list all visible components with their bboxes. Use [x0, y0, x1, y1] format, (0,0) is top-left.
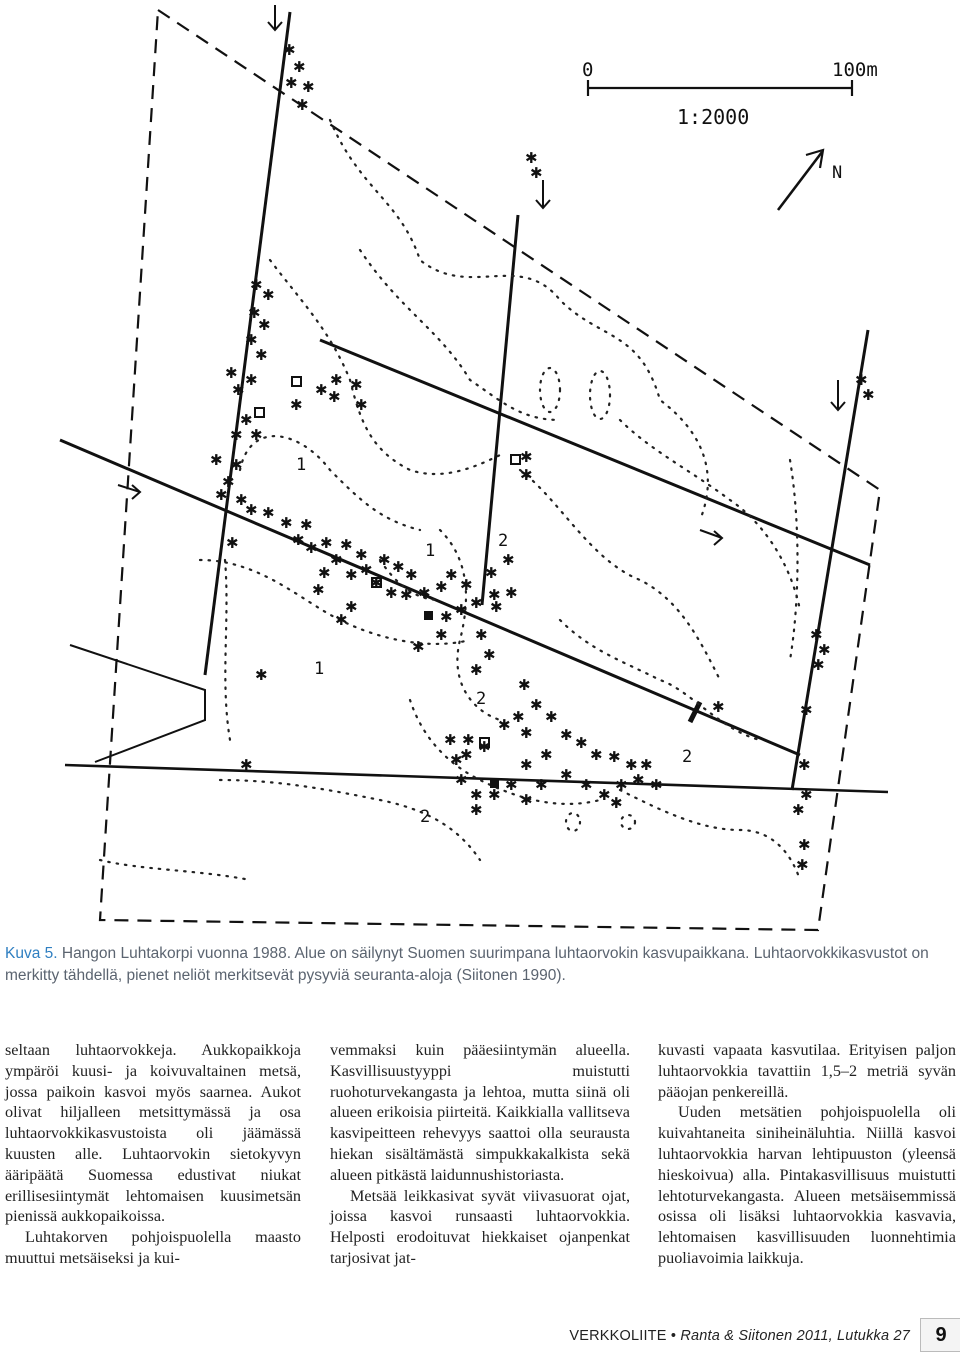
- ditch-left-bend: [70, 645, 205, 762]
- colony-star-icon: ✱: [580, 776, 593, 794]
- colony-star-icon: ✱: [340, 536, 353, 554]
- colony-star-icon: ✱: [460, 746, 473, 764]
- colony-star-icon: ✱: [520, 756, 533, 774]
- veg-patch-oval-1: [540, 368, 560, 412]
- colony-star-icon: ✱: [302, 78, 315, 96]
- colony-star-icon: ✱: [292, 531, 305, 549]
- colony-star-icon: ✱: [445, 566, 458, 584]
- text-column-3: [658, 1040, 956, 1269]
- colony-star-icon: ✱: [615, 776, 628, 794]
- colony-star-icon: ✱: [800, 701, 813, 719]
- veg-boundary-p: [790, 460, 798, 660]
- colony-star-icon: ✱: [560, 726, 573, 744]
- colony-star-icon: ✱: [520, 448, 533, 466]
- colony-star-icon: ✱: [370, 574, 383, 592]
- colony-star-icon: ✱: [240, 411, 253, 429]
- monitoring-plot-open: [292, 377, 301, 386]
- colony-star-icon: ✱: [400, 586, 413, 604]
- colony-star-icon: ✱: [862, 386, 875, 404]
- colony-star-icon: ✱: [296, 96, 309, 114]
- colony-star-icon: ✱: [345, 598, 358, 616]
- zone-label: 1: [314, 659, 325, 679]
- text-column-2: [330, 1040, 630, 1269]
- north-label: N: [832, 163, 843, 183]
- flow-arrow-icon: [536, 180, 550, 208]
- colony-star-icon: ✱: [435, 626, 448, 644]
- colony-star-icon: ✱: [222, 473, 235, 491]
- colony-star-icon: ✱: [240, 756, 253, 774]
- colony-star-icon: ✱: [525, 149, 538, 167]
- colony-star-icon: ✱: [798, 756, 811, 774]
- colony-star-icon: ✱: [488, 786, 501, 804]
- colony-star-icon: ✱: [455, 601, 468, 619]
- colony-star-icon: ✱: [350, 376, 363, 394]
- footer-citation: Ranta & Siitonen 2011, Lutukka 27: [680, 1328, 910, 1344]
- page-number: 9: [920, 1318, 960, 1352]
- colony-star-icon: ✱: [818, 641, 831, 659]
- colony-star-icon: ✱: [505, 776, 518, 794]
- text-column-1: [5, 1040, 301, 1269]
- veg-boundary-n: [225, 560, 230, 740]
- colony-star-icon: ✱: [518, 676, 531, 694]
- colony-star-icon: ✱: [632, 771, 645, 789]
- flow-arrow-icon: [700, 530, 722, 545]
- colony-star-icon: ✱: [245, 501, 258, 519]
- colony-star-icon: ✱: [490, 598, 503, 616]
- paragraph: vemmaksi kuin pääesiintymän alueella. Kasvillisuustyyppi muistutti ruohoturvekangasta ja lehtoa, mutta siinä oli alueen erikoisia piirteitä. Kaikkialla vallitseva kasvipeitteen rehevyys saattoi olla seurausta hiekan sisältämästä simpukkakalkista sekä alueen pitkästä laidunnushistoriasta.: [330, 1041, 630, 1184]
- colony-star-icon: ✱: [650, 776, 663, 794]
- colony-star-icon: ✱: [418, 584, 431, 602]
- colony-star-icon: ✱: [712, 698, 725, 716]
- colony-star-icon: ✱: [520, 466, 533, 484]
- colony-star-icon: ✱: [483, 646, 496, 664]
- colony-star-icon: ✱: [450, 751, 463, 769]
- colony-star-icon: ✱: [545, 708, 558, 726]
- colony-star-icon: ✱: [235, 491, 248, 509]
- colony-star-icon: ✱: [498, 716, 511, 734]
- colony-star-icon: ✱: [810, 626, 823, 644]
- flow-arrow-icon: [268, 5, 282, 30]
- colony-star-icon: ✱: [225, 364, 238, 382]
- colony-star-icon: ✱: [598, 786, 611, 804]
- colony-star-icon: ✱: [230, 456, 243, 474]
- colony-star-icon: ✱: [355, 396, 368, 414]
- colony-star-icon: ✱: [248, 304, 261, 322]
- colony-star-icon: ✱: [444, 731, 457, 749]
- colony-star-icon: ✱: [640, 756, 653, 774]
- paragraph: Luhtakorven pohjoispuolella maasto muuttui metsäiseksi ja kui-: [5, 1228, 301, 1267]
- colony-star-icon: ✱: [485, 564, 498, 582]
- veg-patch-oval-2: [590, 371, 610, 419]
- colony-star-icon: ✱: [560, 766, 573, 784]
- veg-patch-oval-4: [621, 815, 635, 829]
- colony-star-icon: ✱: [290, 396, 303, 414]
- colony-star-icon: ✱: [318, 564, 331, 582]
- zone-label: 2: [476, 689, 487, 709]
- colony-star-icon: ✱: [226, 534, 239, 552]
- colony-star-icon: ✱: [245, 371, 258, 389]
- colony-star-icon: ✱: [262, 504, 275, 522]
- colony-star-icon: ✱: [530, 696, 543, 714]
- colony-star-icon: ✱: [230, 426, 243, 444]
- colony-star-icon: ✱: [478, 738, 491, 756]
- colony-star-icon: ✱: [796, 856, 809, 874]
- footer-series: VERKKOLIITE: [569, 1328, 667, 1344]
- colony-star-icon: ✱: [475, 626, 488, 644]
- colony-star-icon: ✱: [262, 286, 275, 304]
- colony-star-icon: ✱: [540, 746, 553, 764]
- colony-star-icon: ✱: [315, 381, 328, 399]
- colony-star-icon: ✱: [280, 514, 293, 532]
- colony-star-icon: ✱: [502, 551, 515, 569]
- footer-bullet: •: [666, 1328, 681, 1344]
- veg-boundary-h: [620, 420, 800, 610]
- colony-star-icon: ✱: [335, 611, 348, 629]
- paragraph: kuvasti vapaata kasvutilaa. Erityisen paljon luhtaorvokkia tavattiin 1,5–2 metriä syvän pääojan penkereillä.: [658, 1041, 956, 1101]
- colony-star-icon: ✱: [470, 594, 483, 612]
- zone-label: 2: [498, 531, 509, 551]
- colony-star-icon: ✱: [210, 451, 223, 469]
- colony-star-icon: ✱: [360, 561, 373, 579]
- monitoring-plot-open: [511, 455, 520, 464]
- colony-star-icon: ✱: [435, 578, 448, 596]
- colony-star-icon: ✱: [293, 58, 306, 76]
- colony-star-icon: ✱: [392, 558, 405, 576]
- colony-star-icon: ✱: [460, 576, 473, 594]
- colony-star-icon: ✱: [245, 331, 258, 349]
- colony-star-icon: ✱: [283, 41, 296, 59]
- veg-boundary-i: [560, 620, 760, 740]
- colony-star-icon: ✱: [855, 371, 868, 389]
- colony-star-icon: ✱: [300, 516, 313, 534]
- colony-star-icon: ✱: [462, 731, 475, 749]
- colony-star-icon: ✱: [330, 371, 343, 389]
- figure-caption-label: Kuva 5.: [5, 945, 58, 962]
- colony-star-icon: ✱: [258, 316, 271, 334]
- flow-arrow-icon: [118, 485, 140, 499]
- scale-start-label: 0: [582, 59, 594, 81]
- colony-star-icon: ✱: [800, 786, 813, 804]
- colony-star-icon: ✱: [610, 794, 623, 812]
- colony-star-icon: ✱: [455, 771, 468, 789]
- paragraph: seltaan luhtaorvokkeja. Aukkopaikkoja ympäröi kuusi- ja koivuvaltainen metsä, jossa paikoin kasvoi myös saarnea. Aukot olivat hiljalleen metsittymässä ja osa luhtaorvokkikasvustoista oli jäämässä kuusten alle. Luhtaorvokin sietokyvyn ääripäätä Suomessa edustivat niukat erillisesiintymät lehtomaisen kuusimetsän pienissä aukkopaikoissa.: [5, 1041, 301, 1226]
- zone-label: 2: [420, 807, 431, 827]
- monitoring-plot-open: [255, 408, 264, 417]
- colony-star-icon: ✱: [575, 734, 588, 752]
- colony-star-icon: ✱: [250, 276, 263, 294]
- colony-star-icon: ✱: [385, 584, 398, 602]
- colony-star-icon: ✱: [505, 584, 518, 602]
- veg-boundary-m: [100, 860, 250, 880]
- colony-star-icon: ✱: [792, 801, 805, 819]
- colony-star-icon: ✱: [355, 546, 368, 564]
- colony-star-icon: ✱: [470, 786, 483, 804]
- colony-star-icon: ✱: [285, 74, 298, 92]
- colony-star-icon: ✱: [305, 539, 318, 557]
- scale-ratio-label: 1:2000: [677, 105, 750, 129]
- scale-bar: [588, 80, 852, 96]
- paragraph: Uuden metsätien pohjoispuolella oli kuivahtaneita sinihеinäluhtia. Niillä kasvoi luhtaorvokkia harvan lehtipuuston (yleensä hieskoivua) alla. Pintakasvillisuus muistutti lehtoturvekangasta. Alueen metsäisemmissä osissa oli lisäksi luhtaorvokkia kasvavia, lehtomaisen kasvillisuuden luonnehtimia puoliavoimia laikkuja.: [658, 1103, 956, 1267]
- colony-star-icon: ✱: [470, 801, 483, 819]
- page-footer: [569, 1328, 910, 1344]
- colony-star-icon: ✱: [520, 724, 533, 742]
- veg-patch-oval-3: [566, 813, 580, 831]
- figure-caption: [5, 943, 955, 987]
- zone-label: 1: [296, 455, 307, 475]
- colony-star-icon: ✱: [378, 551, 391, 569]
- veg-boundary-l: [620, 790, 800, 880]
- colony-star-icon: ✱: [232, 381, 245, 399]
- colony-star-icon: ✱: [328, 388, 341, 406]
- colony-star-icon: ✱: [250, 426, 263, 444]
- north-arrow-icon: [778, 150, 823, 210]
- figure-caption-text: Hangon Luhtakorpi vuonna 1988. Alue on säilynyt Suomen suurimpana luhtaorvokin kasvupaikkana. Luhtaorvokkikasvustot on merkitty tähdellä, pienet neliöt merkitsevät pysyviä seuranta-aloja (Siitonen 1990).: [5, 945, 929, 984]
- colony-star-icon: ✱: [405, 566, 418, 584]
- monitoring-plot-filled: [424, 611, 433, 620]
- colony-star-icon: ✱: [312, 581, 325, 599]
- veg-boundary-b: [360, 250, 560, 420]
- colony-star-icon: ✱: [255, 666, 268, 684]
- colony-star-icon: ✱: [345, 566, 358, 584]
- veg-boundary-a: [330, 120, 708, 520]
- veg-boundary-k: [220, 780, 480, 860]
- colony-star-icon: ✱: [470, 661, 483, 679]
- colony-star-icon: ✱: [330, 551, 343, 569]
- colony-star-icon: ✱: [520, 791, 533, 809]
- zone-label: 1: [425, 541, 436, 561]
- colony-star-icon: ✱: [590, 746, 603, 764]
- scale-end-label: 100m: [832, 59, 878, 81]
- colony-star-icon: ✱: [812, 656, 825, 674]
- zone-label: 2: [682, 747, 693, 767]
- colony-star-icon: ✱: [798, 836, 811, 854]
- colony-star-icon: ✱: [608, 748, 621, 766]
- colony-star-icon: ✱: [440, 608, 453, 626]
- flow-arrow-icon: [831, 380, 845, 410]
- colony-star-icon: ✱: [512, 708, 525, 726]
- colony-star-icon: ✱: [625, 756, 638, 774]
- colony-star-icon: ✱: [530, 164, 543, 182]
- colony-star-icon: ✱: [215, 486, 228, 504]
- colony-star-icon: ✱: [255, 346, 268, 364]
- colony-star-icon: ✱: [535, 776, 548, 794]
- colony-star-icon: ✱: [412, 638, 425, 656]
- colony-star-icon: ✱: [320, 534, 333, 552]
- paragraph: Metsää leikkasivat syvät viivasuorat ojat, joissa kasvoi runsaasti luhtaorvokkia. Helposti erodoituvat hiekkaiset ojanpenkat tarjosivat jat-: [330, 1186, 630, 1267]
- colony-star-icon: ✱: [488, 586, 501, 604]
